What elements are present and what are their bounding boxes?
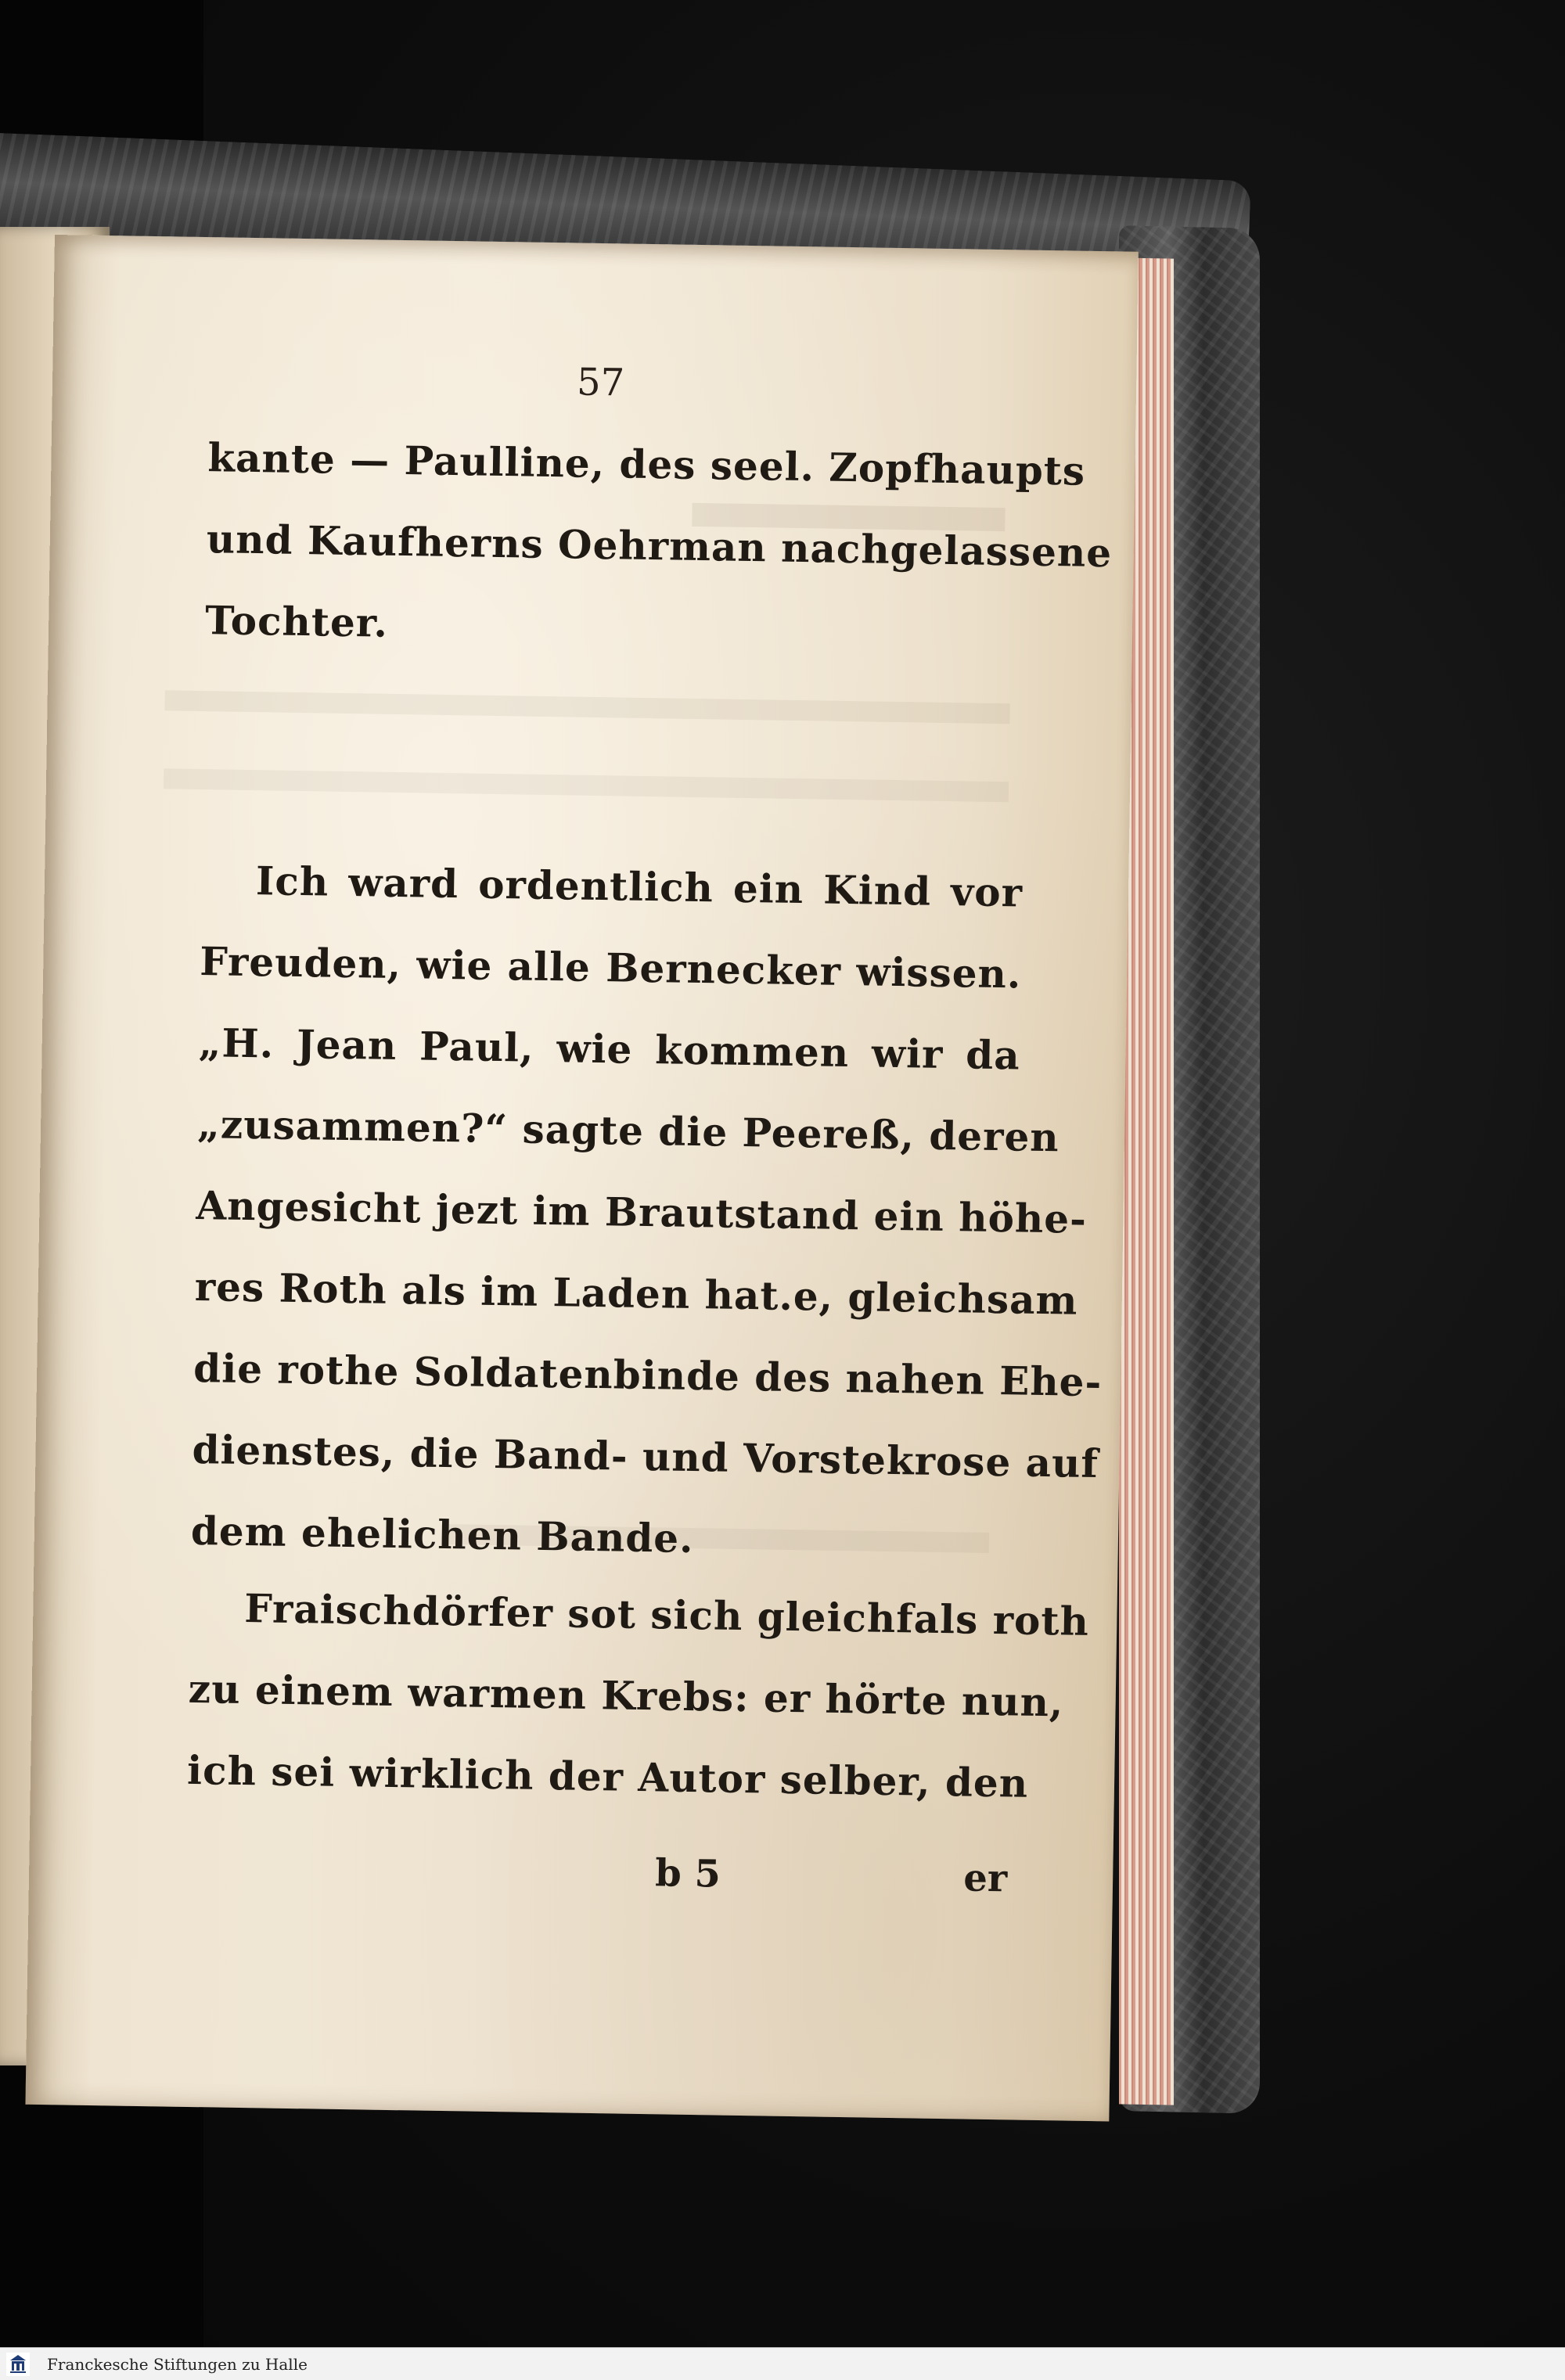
text-line: Freuden, wie alle Bernecker wissen.: [199, 938, 1022, 998]
text-line: die rothe Soldatenbinde des nahen Ehe-: [192, 1344, 1103, 1406]
text-line: Tochter.: [204, 597, 389, 646]
text-line: res Roth als im Laden hat.e, gleichsam: [194, 1263, 1078, 1324]
institution-logo-icon: [6, 2353, 30, 2376]
paragraph-2: [190, 839, 1103, 1584]
text-line: „H. Jean Paul, wie kommen wir da: [198, 1019, 1021, 1079]
paragraph-1: [204, 417, 1113, 674]
text-line: Fraischdörfer sot sich gleichfals roth: [243, 1585, 1090, 1645]
paragraph-3: [186, 1567, 1090, 1824]
page-footer-line: [185, 1825, 1008, 1919]
text-line: kante — Paulline, des seel. Zopfhaupts: [207, 434, 1086, 494]
text-line: und Kaufherns Oehrman nachgelassene: [206, 516, 1113, 577]
show-through-shadow: [164, 690, 1009, 724]
book-page: [25, 235, 1138, 2121]
signature-mark: b 5: [654, 1851, 721, 1896]
institution-name: Franckesche Stiftungen zu Halle: [47, 2355, 308, 2374]
catchword: er: [962, 1856, 1008, 1901]
footer-bar: [0, 2347, 1565, 2380]
text-line: „zusammen?“ sagte die Peereß, deren: [196, 1101, 1060, 1161]
page-number: 57: [576, 360, 625, 405]
text-line: zu einem warmen Krebs: er hörte nun,: [188, 1665, 1064, 1726]
text-line: Ich ward ordentlich ein Kind vor: [255, 857, 1024, 916]
text-line: ich sei wirklich der Autor selber, den: [186, 1746, 1029, 1807]
show-through-shadow: [164, 768, 1009, 802]
text-line: dienstes, die Band- und Vorstekrose auf: [192, 1425, 1099, 1487]
text-line: Angesicht jezt im Brautstand ein höhe-: [196, 1181, 1088, 1242]
text-line: dem ehelichen Bande.: [190, 1507, 694, 1562]
